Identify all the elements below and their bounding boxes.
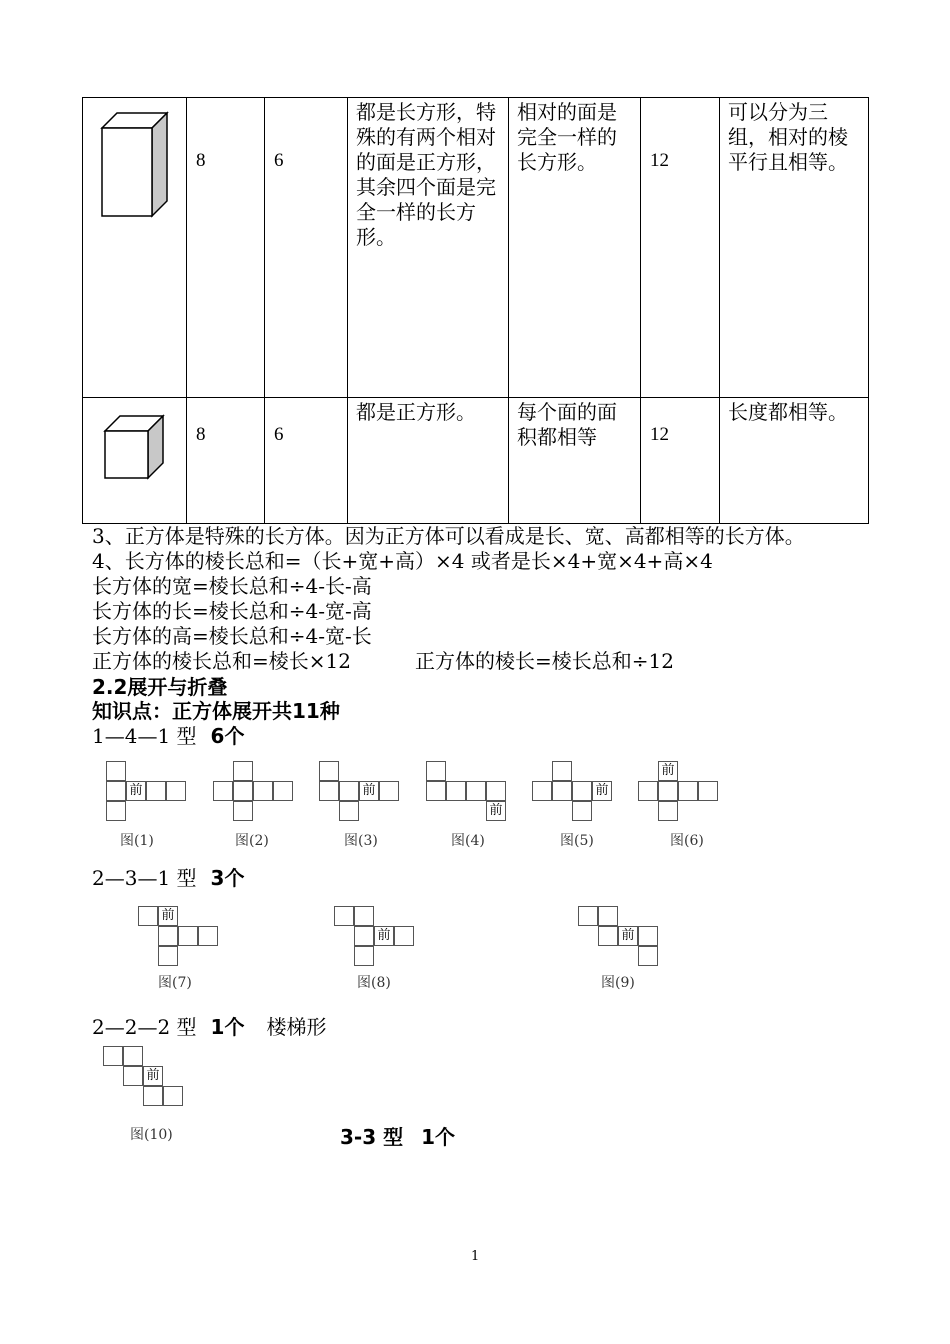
vertices-cell: 8 — [187, 98, 265, 398]
line-cube-edge: 正方体的棱长=棱长总和÷12 — [415, 649, 674, 673]
net-front-face: 前 — [158, 906, 178, 926]
net-square — [532, 781, 552, 801]
shape-cell — [83, 398, 187, 524]
net-square — [233, 761, 253, 781]
net-front-face: 前 — [592, 781, 612, 801]
net-caption: 图(4) — [451, 833, 485, 849]
net-square — [158, 926, 178, 946]
net-square — [106, 801, 126, 821]
vertices-cell: 8 — [187, 398, 265, 524]
net-square — [143, 1086, 163, 1106]
net-front-face: 前 — [374, 926, 394, 946]
face-shape-cell: 都是长方形，特殊的有两个相对的面是正方形，其余四个面是完全一样的长方形。 — [348, 98, 509, 398]
net-square — [466, 781, 486, 801]
faces-cell: 6 — [265, 98, 348, 398]
net-square — [138, 906, 158, 926]
net-front-face: 前 — [618, 926, 638, 946]
net-square — [486, 781, 506, 801]
net-square — [394, 926, 414, 946]
net-square — [552, 781, 572, 801]
edges-cell: 12 — [641, 398, 720, 524]
net-caption: 图(9) — [601, 975, 635, 991]
net-square — [166, 781, 186, 801]
knowledge-point: 知识点：正方体展开共11种 — [92, 699, 340, 723]
net-square — [163, 1086, 183, 1106]
net-square — [446, 781, 466, 801]
net-square — [233, 781, 253, 801]
line-cube-special: 3、正方体是特殊的长方体。因为正方体可以看成是长、宽、高都相等的长方体。 — [92, 524, 805, 548]
faces-cell: 6 — [265, 398, 348, 524]
net-square — [123, 1046, 143, 1066]
net-front-face: 前 — [359, 781, 379, 801]
net-square — [658, 801, 678, 821]
line-width-formula: 长方体的宽=棱长总和÷4-长-高 — [92, 574, 372, 598]
net-square — [178, 926, 198, 946]
edge-relation-cell: 长度都相等。 — [720, 398, 869, 524]
type-33-label: 3-3 型 1个 — [340, 1125, 456, 1149]
net-square — [598, 906, 618, 926]
line-height-formula: 长方体的高=棱长总和÷4-宽-长 — [92, 624, 372, 648]
net-caption: 图(7) — [158, 975, 192, 991]
net-front-face: 前 — [126, 781, 146, 801]
net-caption: 图(2) — [235, 833, 269, 849]
net-caption: 图(1) — [120, 833, 154, 849]
net-square — [354, 906, 374, 926]
table-row — [83, 98, 869, 398]
net-front-face: 前 — [658, 761, 678, 781]
cuboid-icon — [83, 98, 187, 398]
face-relation-cell: 相对的面是完全一样的长方形。 — [509, 98, 641, 398]
net-square — [158, 946, 178, 966]
section-heading: 2.2展开与折叠 — [92, 675, 228, 699]
net-square — [106, 781, 126, 801]
net-square — [638, 946, 658, 966]
net-square — [334, 906, 354, 926]
table-row — [83, 398, 869, 524]
net-front-face: 前 — [486, 801, 506, 821]
net-square — [123, 1066, 143, 1086]
net-square — [578, 906, 598, 926]
page-number: 1 — [471, 1249, 480, 1264]
type-222-label: 2—2—2 型 1个 楼梯形 — [92, 1015, 327, 1039]
face-relation-cell: 每个面的面积都相等 — [509, 398, 641, 524]
net-square — [233, 801, 253, 821]
line-edge-sum: 4、长方体的棱长总和=（长+宽+高）×4 或者是长×4+宽×4+高×4 — [92, 549, 713, 573]
net-front-face: 前 — [143, 1066, 163, 1086]
net-square — [319, 781, 339, 801]
edges-cell: 12 — [641, 98, 720, 398]
net-square — [339, 801, 359, 821]
type-231-label: 2—3—1 型 3个 — [92, 866, 245, 890]
net-square — [253, 781, 273, 801]
net-square — [106, 761, 126, 781]
face-shape-cell: 都是正方形。 — [348, 398, 509, 524]
net-square — [426, 781, 446, 801]
net-caption: 图(5) — [560, 833, 594, 849]
properties-table — [82, 97, 869, 524]
net-caption: 图(3) — [344, 833, 378, 849]
net-square — [339, 781, 359, 801]
net-square — [103, 1046, 123, 1066]
net-square — [379, 781, 399, 801]
net-square — [213, 781, 233, 801]
net-square — [638, 781, 658, 801]
net-square — [698, 781, 718, 801]
net-square — [638, 926, 658, 946]
net-caption: 图(8) — [357, 975, 391, 991]
line-cube-edge-sum: 正方体的棱长总和=棱长×12 — [92, 649, 351, 673]
line-length-formula: 长方体的长=棱长总和÷4-宽-高 — [92, 599, 372, 623]
shape-cell — [83, 98, 187, 398]
net-square — [146, 781, 166, 801]
net-square — [598, 926, 618, 946]
net-caption: 图(6) — [670, 833, 704, 849]
net-square — [572, 801, 592, 821]
net-caption: 图(10) — [130, 1127, 173, 1143]
net-square — [572, 781, 592, 801]
net-square — [678, 781, 698, 801]
net-square — [658, 781, 678, 801]
net-square — [354, 946, 374, 966]
cube-icon — [83, 398, 187, 524]
net-square — [319, 761, 339, 781]
net-square — [354, 926, 374, 946]
net-square — [426, 761, 446, 781]
type-141-label: 1—4—1 型 6个 — [92, 724, 245, 748]
net-square — [552, 761, 572, 781]
edge-relation-cell: 可以分为三组，相对的棱平行且相等。 — [720, 98, 869, 398]
net-square — [273, 781, 293, 801]
net-square — [198, 926, 218, 946]
